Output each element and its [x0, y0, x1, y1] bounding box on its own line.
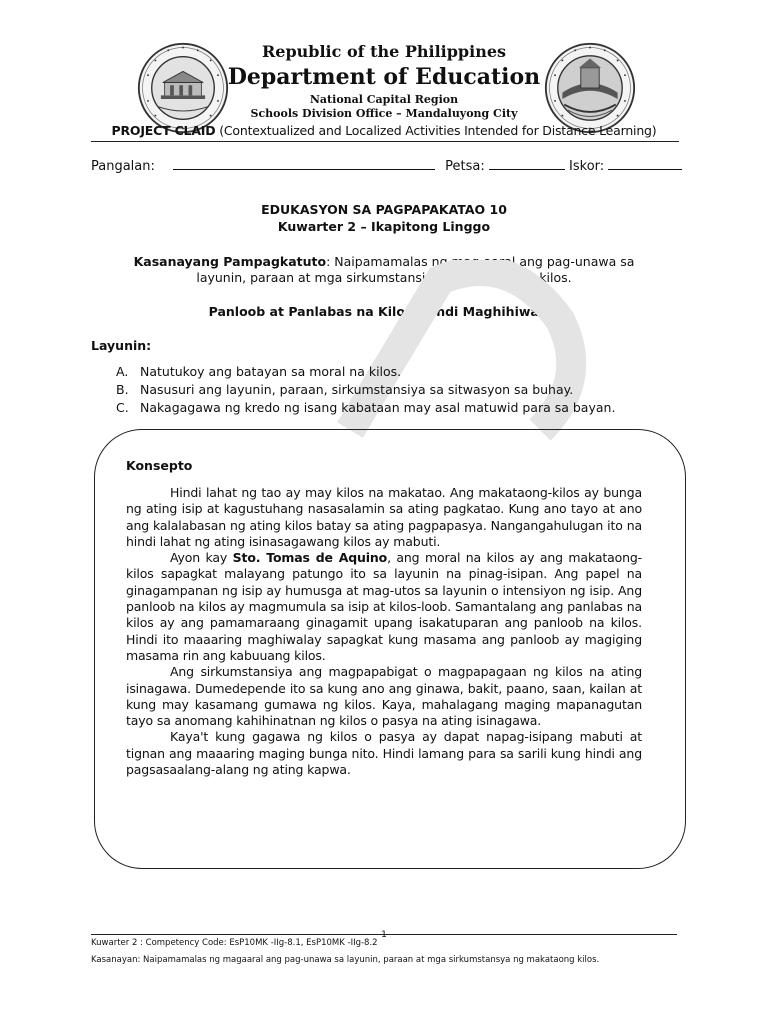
concept-paragraph: Hindi lahat ng tao ay may kilos na makatao. Ang makataong-kilos ay bunga ng ating isip at kagustuhang nasasalamin sa ating pagkatao. Kung ano tayo at ano ang kalalabasan ng ating kilos batay sa ating pagpapasya. Nangangahulugan ito na hindi lahat ng ating isinasagawang kilos ay mabuti. [126, 485, 642, 549]
project-line [0, 123, 768, 138]
concept-text: Ayon kay [170, 550, 233, 566]
date-field[interactable] [489, 158, 565, 170]
concept-paragraph [126, 550, 642, 664]
objective-text: Nakagagawa ng kredo ng isang kabataan may asal matuwid para sa bayan. [140, 400, 616, 415]
score-field[interactable] [608, 158, 682, 170]
page-number: 1 [381, 930, 387, 940]
subject-title: EDUKASYON SA PAGPAPAKATAO 10 [261, 202, 507, 217]
region-heading: National Capital Region [309, 93, 459, 106]
name-field[interactable] [173, 158, 435, 170]
quarter-title: Kuwarter 2 – Ikapitong Linggo [277, 219, 491, 234]
concept-body [126, 485, 642, 778]
division-heading: Schools Division Office – Mandaluyong City [250, 107, 518, 120]
project-name: PROJECT CLAID [111, 123, 216, 138]
concept-author: Sto. Tomas de Aquino [232, 550, 388, 566]
lesson-title: Panloob at Panlabas na Kilos, Hindi Maghihiwalay [208, 304, 560, 319]
objective-item [116, 382, 573, 397]
footer-competency-code: Kuwarter 2 : Competency Code: EsP10MK -IIg-8.1, EsP10MK -IIg-8.2 [91, 938, 378, 948]
competency-text: : Naipamamalas ng mag-aaral ang pag-unawa sa layunin, paraan at mga sirkumstansiya ng makataong-kilos. [196, 254, 635, 285]
competency-label: Kasanayang Pampagkatuto [133, 254, 327, 269]
objective-text: Nasusuri ang layunin, paraan, sirkumstansiya sa sitwasyon sa buhay. [140, 382, 574, 397]
date-label: Petsa: [445, 159, 485, 174]
objectives-heading: Layunin: [91, 338, 152, 353]
project-description: (Contextualized and Localized Activities Intended for Distance Learning) [219, 123, 657, 138]
student-info-row [91, 158, 691, 174]
score-label: Iskor: [569, 159, 605, 174]
objective-letter: B. [116, 382, 129, 397]
header-divider [91, 141, 679, 142]
name-label: Pangalan: [91, 159, 155, 174]
concept-paragraph: Ang sirkumstansiya ang magpapabigat o magpapagaan ng kilos na ating isinagawa. Dumedepende ito sa kung ano ang ginawa, bakit, paano, saan, kailan at kung may kasamang gumawa ng kilos. Kaya, mahalagang maging mapanagutan tayo sa anomang kahihinatnan ng kilos o pasya na ating isinagawa. [126, 664, 642, 729]
department-heading: Department of Education [227, 64, 541, 90]
objective-item [116, 400, 615, 415]
republic-heading: Republic of the Philippines [261, 42, 507, 61]
footer-divider [91, 934, 677, 935]
objective-letter: A. [116, 364, 129, 379]
concept-paragraph: Kaya't kung gagawa ng kilos o pasya ay dapat napag-isipang mabuti at tignan ang maaaring maging bunga nito. Hindi lamang para sa sarili kung hindi ang pagsasaalang-alang ng ating kapwa. [126, 729, 642, 778]
footer-competency: Kasanayan: Naipamamalas ng magaaral ang pag-unawa sa layunin, paraan at mga sirkumstansya ng makataong kilos. [91, 955, 600, 965]
concept-heading: Konsepto [126, 458, 193, 473]
objective-text: Natutukoy ang batayan sa moral na kilos. [140, 364, 402, 379]
concept-text: , ang moral na kilos ay ang makataong-kilos sapagkat malayang patungo ito sa layunin na pinag-isipan. Ang papel na ginagampanan ng isip ay humusga at mag-utos sa layunin o intensiyon ng isip. Ang panloob na kilos ay magmumula sa isip at kilos-loob. Samantalang ang panlabas na kilos ay ang pamamaraang ginagamit upang isakatuparan ang panloob na kilos. Hindi ito maaaring maghiwalay sapagkat kung masama ang panloob ay magiging masama rin ang kabuuang kilos. [126, 550, 642, 663]
objective-item [116, 364, 401, 379]
objective-letter: C. [116, 400, 129, 415]
